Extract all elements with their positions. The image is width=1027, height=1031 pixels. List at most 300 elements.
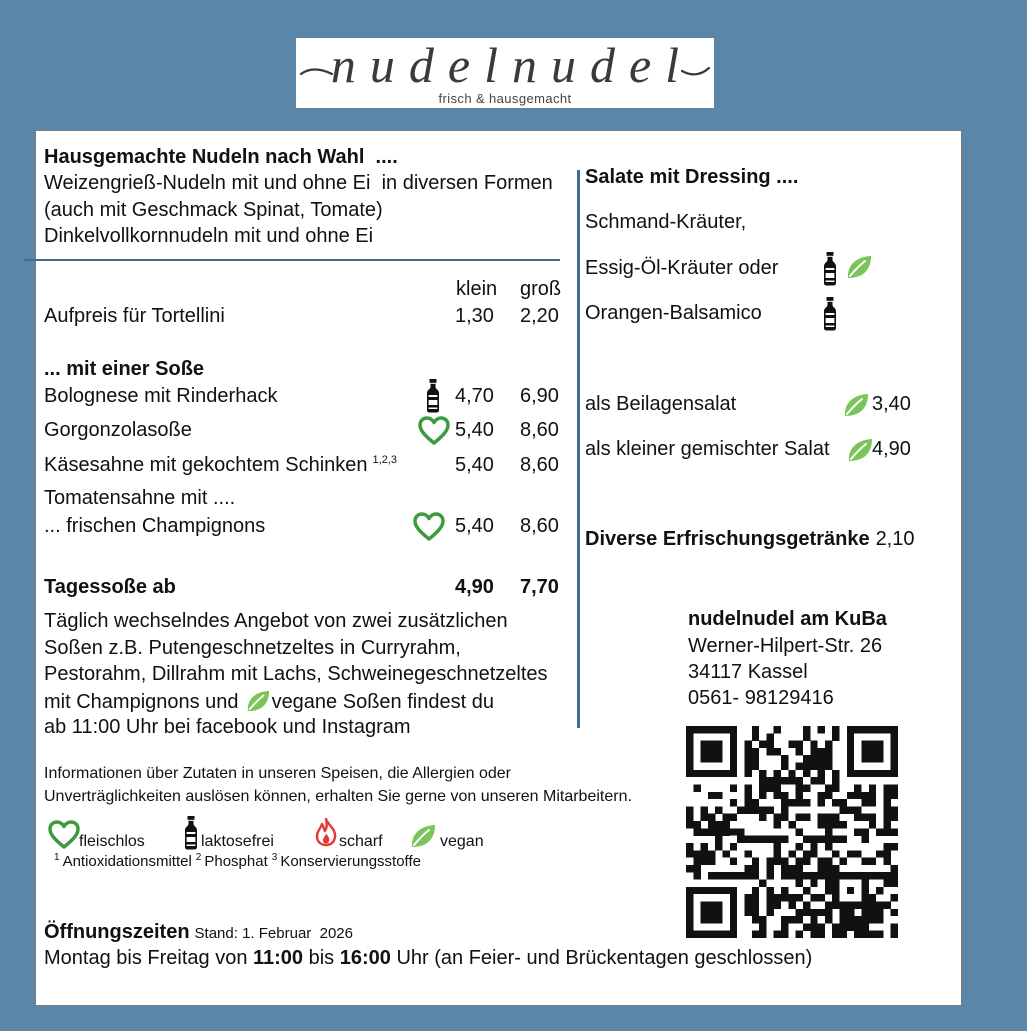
price-large: 2,20 bbox=[520, 305, 559, 327]
qr-module bbox=[715, 843, 722, 850]
qr-module bbox=[847, 923, 854, 930]
qr-module bbox=[744, 741, 751, 748]
qr-module bbox=[832, 777, 839, 784]
qr-module bbox=[766, 733, 773, 740]
qr-module bbox=[818, 777, 825, 784]
qr-module bbox=[832, 931, 839, 938]
qr-module bbox=[876, 872, 883, 879]
qr-module bbox=[861, 931, 868, 938]
qr-module bbox=[810, 741, 817, 748]
qr-module bbox=[744, 909, 751, 916]
salad-option-label: als Beilagensalat bbox=[585, 393, 737, 415]
heart-icon bbox=[413, 512, 445, 542]
qr-module bbox=[723, 828, 730, 835]
qr-module bbox=[796, 865, 803, 872]
qr-module bbox=[854, 916, 861, 923]
qr-module bbox=[796, 880, 803, 887]
qr-module bbox=[818, 799, 825, 806]
qr-module bbox=[788, 865, 795, 872]
qr-module bbox=[803, 784, 810, 791]
qr-module bbox=[876, 828, 883, 835]
footnote-label: Konservierungsstoffe bbox=[280, 853, 421, 870]
tortellini-label: Aufpreis für Tortellini bbox=[44, 305, 225, 327]
qr-module bbox=[766, 806, 773, 813]
qr-module bbox=[891, 894, 898, 901]
qr-module bbox=[832, 821, 839, 828]
legend-label: fleischlos bbox=[79, 833, 145, 850]
qr-module bbox=[730, 814, 737, 821]
hours-from: 11:00 bbox=[253, 947, 304, 969]
hours-suffix: Uhr (an Feier- und Brückentagen geschlossen) bbox=[390, 947, 813, 969]
qr-module bbox=[803, 887, 810, 894]
qr-module bbox=[825, 821, 832, 828]
hours-stand: Stand: 1. Februar 2026 bbox=[194, 925, 353, 942]
bottle-icon bbox=[822, 252, 838, 286]
qr-module bbox=[766, 784, 773, 791]
qr-module bbox=[730, 858, 737, 865]
qr-module bbox=[840, 909, 847, 916]
qr-module bbox=[861, 828, 868, 835]
qr-module bbox=[766, 872, 773, 879]
qr-module bbox=[759, 916, 766, 923]
qr-module bbox=[759, 880, 766, 887]
qr-module bbox=[759, 806, 766, 813]
qr-module bbox=[854, 923, 861, 930]
qr-module bbox=[774, 726, 781, 733]
qr-module bbox=[766, 748, 773, 755]
hours-heading bbox=[44, 920, 353, 946]
qr-module bbox=[803, 850, 810, 857]
qr-module bbox=[847, 792, 854, 799]
qr-code bbox=[686, 726, 898, 938]
qr-module bbox=[723, 821, 730, 828]
qr-module bbox=[810, 763, 817, 770]
qr-module bbox=[715, 806, 722, 813]
qr-module bbox=[861, 858, 868, 865]
price-small: 5,40 bbox=[455, 419, 494, 441]
qr-module bbox=[766, 777, 773, 784]
qr-module bbox=[752, 836, 759, 843]
qr-module bbox=[708, 850, 715, 857]
heart-icon bbox=[418, 416, 450, 446]
qr-module bbox=[737, 828, 744, 835]
price-large: 6,90 bbox=[520, 385, 559, 407]
qr-module bbox=[774, 792, 781, 799]
daily-sauce-vegan-line bbox=[44, 689, 494, 714]
qr-module bbox=[781, 806, 788, 813]
qr-module bbox=[796, 784, 803, 791]
qr-module bbox=[818, 909, 825, 916]
qr-module bbox=[847, 909, 854, 916]
qr-module bbox=[781, 931, 788, 938]
price-column-small: klein bbox=[456, 278, 498, 300]
qr-module bbox=[766, 901, 773, 908]
qr-module bbox=[883, 792, 890, 799]
price-large: 7,70 bbox=[520, 576, 559, 598]
qr-module bbox=[796, 792, 803, 799]
qr-module bbox=[781, 916, 788, 923]
qr-module bbox=[818, 763, 825, 770]
qr-module bbox=[701, 843, 708, 850]
qr-module bbox=[883, 784, 890, 791]
qr-module bbox=[774, 777, 781, 784]
salad-option-price: 3,40 bbox=[872, 393, 911, 415]
qr-module bbox=[774, 836, 781, 843]
qr-module bbox=[774, 843, 781, 850]
qr-module bbox=[847, 806, 854, 813]
qr-module bbox=[708, 792, 715, 799]
qr-module bbox=[818, 792, 825, 799]
qr-module bbox=[832, 814, 839, 821]
qr-module bbox=[796, 799, 803, 806]
qr-module bbox=[883, 806, 890, 813]
qr-module bbox=[701, 850, 708, 857]
qr-module bbox=[869, 909, 876, 916]
qr-module bbox=[825, 887, 832, 894]
qr-module bbox=[810, 755, 817, 762]
qr-module bbox=[861, 836, 868, 843]
daily-sauce-description: Täglich wechselndes Angebot von zwei zusätzlichen bbox=[44, 610, 508, 632]
qr-module bbox=[796, 909, 803, 916]
qr-module bbox=[825, 792, 832, 799]
qr-module bbox=[774, 894, 781, 901]
qr-module bbox=[781, 894, 788, 901]
qr-module bbox=[803, 836, 810, 843]
qr-module bbox=[861, 916, 868, 923]
qr-module bbox=[803, 726, 810, 733]
qr-module bbox=[861, 741, 883, 763]
qr-module bbox=[810, 777, 817, 784]
qr-module bbox=[876, 901, 883, 908]
qr-module bbox=[737, 806, 744, 813]
qr-module bbox=[796, 828, 803, 835]
qr-module bbox=[737, 836, 744, 843]
qr-module bbox=[847, 850, 854, 857]
qr-module bbox=[701, 806, 708, 813]
pasta-heading: Hausgemachte Nudeln nach Wahl .... bbox=[44, 146, 398, 168]
qr-module bbox=[825, 909, 832, 916]
qr-module bbox=[796, 748, 803, 755]
qr-module bbox=[796, 931, 803, 938]
qr-module bbox=[876, 909, 883, 916]
qr-module bbox=[752, 726, 759, 733]
qr-module bbox=[737, 872, 744, 879]
qr-module bbox=[766, 887, 773, 894]
qr-module bbox=[854, 784, 861, 791]
qr-module bbox=[861, 792, 868, 799]
qr-module bbox=[744, 872, 751, 879]
legend-label: vegan bbox=[440, 833, 484, 850]
price-large: 8,60 bbox=[520, 454, 559, 476]
qr-module bbox=[788, 799, 795, 806]
qr-module bbox=[818, 858, 825, 865]
qr-module bbox=[796, 741, 803, 748]
qr-module bbox=[781, 836, 788, 843]
qr-module bbox=[781, 799, 788, 806]
qr-module bbox=[796, 916, 803, 923]
qr-module bbox=[708, 858, 715, 865]
footnote-number: 1 bbox=[54, 852, 60, 863]
qr-module bbox=[723, 872, 730, 879]
qr-module bbox=[825, 865, 832, 872]
qr-module bbox=[883, 880, 890, 887]
qr-module bbox=[774, 784, 781, 791]
qr-module bbox=[840, 799, 847, 806]
qr-module bbox=[744, 755, 751, 762]
qr-module bbox=[744, 806, 751, 813]
qr-module bbox=[869, 821, 876, 828]
qr-module bbox=[752, 916, 759, 923]
qr-module bbox=[759, 923, 766, 930]
bottle-icon bbox=[183, 816, 199, 850]
qr-module bbox=[869, 916, 876, 923]
qr-module bbox=[883, 850, 890, 857]
qr-module bbox=[832, 923, 839, 930]
daily-sauce-description: ab 11:00 Uhr bei facebook und Instagram bbox=[44, 716, 411, 738]
qr-module bbox=[766, 865, 773, 872]
qr-module bbox=[744, 799, 751, 806]
sauce-label: ... frischen Champignons bbox=[44, 515, 266, 537]
qr-module bbox=[891, 814, 898, 821]
qr-module bbox=[869, 931, 876, 938]
qr-module bbox=[840, 806, 847, 813]
qr-module bbox=[744, 763, 751, 770]
qr-module bbox=[832, 799, 839, 806]
logo-tagline: frisch & hausgemacht bbox=[438, 91, 572, 106]
address-street: Werner-Hilpert-Str. 26 bbox=[688, 635, 883, 657]
qr-module bbox=[803, 799, 810, 806]
qr-module bbox=[744, 836, 751, 843]
logo-brand: nudelnudel bbox=[330, 37, 694, 93]
salad-option-label: als kleiner gemischter Salat bbox=[585, 438, 830, 460]
qr-module bbox=[818, 821, 825, 828]
qr-module bbox=[752, 931, 759, 938]
vegan-line-after: vegane Soßen findest du bbox=[271, 691, 494, 713]
qr-module bbox=[781, 887, 788, 894]
qr-module bbox=[752, 858, 759, 865]
qr-module bbox=[861, 923, 868, 930]
drinks-label: Diverse Erfrischungsgetränke bbox=[585, 528, 870, 550]
address-phone: 0561- 98129416 bbox=[688, 687, 834, 709]
qr-module bbox=[825, 880, 832, 887]
qr-module bbox=[796, 777, 803, 784]
qr-module bbox=[701, 901, 723, 923]
footnotes bbox=[54, 852, 425, 874]
price-small: 4,70 bbox=[455, 385, 494, 407]
qr-module bbox=[723, 814, 730, 821]
qr-module bbox=[854, 814, 861, 821]
qr-module bbox=[788, 872, 795, 879]
qr-module bbox=[891, 872, 898, 879]
qr-module bbox=[752, 799, 759, 806]
qr-module bbox=[752, 894, 759, 901]
qr-module bbox=[788, 916, 795, 923]
leaf-icon bbox=[409, 823, 437, 849]
price-small: 5,40 bbox=[455, 515, 494, 537]
sauce-label: Käsesahne mit gekochtem Schinken bbox=[44, 454, 368, 476]
qr-module bbox=[701, 741, 723, 763]
qr-module bbox=[825, 828, 832, 835]
qr-module bbox=[883, 901, 890, 908]
qr-module bbox=[818, 865, 825, 872]
qr-module bbox=[686, 843, 693, 850]
qr-module bbox=[774, 748, 781, 755]
qr-module bbox=[759, 836, 766, 843]
qr-module bbox=[752, 748, 759, 755]
qr-module bbox=[854, 931, 861, 938]
qr-module bbox=[686, 850, 693, 857]
qr-module bbox=[832, 770, 839, 777]
qr-module bbox=[869, 784, 876, 791]
qr-module bbox=[883, 821, 890, 828]
dressing-label: Orangen-Balsamico bbox=[585, 302, 762, 324]
allergy-info-line: Informationen über Zutaten in unseren Speisen, die Allergien oder bbox=[44, 765, 511, 782]
qr-module bbox=[788, 770, 795, 777]
qr-module bbox=[730, 784, 737, 791]
qr-module bbox=[891, 843, 898, 850]
qr-module bbox=[693, 850, 700, 857]
qr-module bbox=[854, 850, 861, 857]
flame-icon bbox=[314, 817, 338, 847]
qr-module bbox=[883, 799, 890, 806]
drinks-price: 2,10 bbox=[875, 528, 915, 550]
hours-middle: bis bbox=[303, 947, 340, 969]
qr-module bbox=[752, 909, 759, 916]
qr-module bbox=[686, 865, 693, 872]
qr-module bbox=[869, 858, 876, 865]
qr-module bbox=[825, 901, 832, 908]
salads-heading: Salate mit Dressing .... bbox=[585, 166, 799, 188]
qr-module bbox=[693, 784, 700, 791]
qr-module bbox=[832, 733, 839, 740]
qr-module bbox=[796, 858, 803, 865]
qr-module bbox=[840, 931, 847, 938]
qr-module bbox=[781, 777, 788, 784]
qr-module bbox=[693, 865, 700, 872]
qr-module bbox=[774, 770, 781, 777]
qr-module bbox=[730, 799, 737, 806]
qr-module bbox=[744, 784, 751, 791]
qr-module bbox=[810, 872, 817, 879]
qr-module bbox=[818, 770, 825, 777]
qr-module bbox=[759, 814, 766, 821]
price-large: 8,60 bbox=[520, 515, 559, 537]
qr-module bbox=[825, 843, 832, 850]
qr-module bbox=[818, 872, 825, 879]
qr-module bbox=[715, 828, 722, 835]
qr-module bbox=[686, 814, 693, 821]
qr-module bbox=[825, 836, 832, 843]
qr-module bbox=[861, 814, 868, 821]
hours-prefix: Montag bis Freitag von bbox=[44, 947, 253, 969]
qr-module bbox=[730, 828, 737, 835]
qr-module bbox=[891, 931, 898, 938]
qr-module bbox=[840, 923, 847, 930]
qr-module bbox=[825, 741, 832, 748]
qr-module bbox=[715, 836, 722, 843]
qr-module bbox=[759, 792, 766, 799]
qr-module bbox=[891, 784, 898, 791]
qr-module bbox=[810, 850, 817, 857]
qr-module bbox=[854, 806, 861, 813]
heart-icon bbox=[48, 820, 80, 850]
qr-module bbox=[803, 858, 810, 865]
qr-module bbox=[840, 916, 847, 923]
qr-module bbox=[766, 836, 773, 843]
drinks-item bbox=[585, 527, 915, 551]
price-small: 5,40 bbox=[455, 454, 494, 476]
qr-module bbox=[869, 894, 876, 901]
qr-module bbox=[854, 828, 861, 835]
qr-module bbox=[774, 858, 781, 865]
qr-module bbox=[810, 909, 817, 916]
sauce-label-line1: Tomatensahne mit .... bbox=[44, 487, 236, 509]
qr-module bbox=[891, 806, 898, 813]
bottle-icon bbox=[425, 379, 441, 413]
salad-option-price: 4,90 bbox=[872, 438, 911, 460]
qr-module bbox=[891, 828, 898, 835]
qr-module bbox=[818, 836, 825, 843]
sauce-label: Gorgonzolasoße bbox=[44, 419, 192, 441]
qr-module bbox=[818, 894, 825, 901]
qr-module bbox=[832, 836, 839, 843]
qr-module bbox=[810, 843, 817, 850]
leaf-icon bbox=[846, 437, 874, 463]
qr-module bbox=[818, 923, 825, 930]
qr-module bbox=[810, 880, 817, 887]
qr-module bbox=[752, 901, 759, 908]
pasta-line: (auch mit Geschmack Spinat, Tomate) bbox=[44, 199, 383, 221]
qr-module bbox=[803, 763, 810, 770]
section-divider-vertical bbox=[577, 170, 580, 728]
qr-module bbox=[693, 821, 700, 828]
qr-module bbox=[869, 799, 876, 806]
qr-module bbox=[840, 858, 847, 865]
qr-module bbox=[752, 733, 759, 740]
footnote-label: Antioxidationsmittel bbox=[62, 853, 192, 870]
qr-module bbox=[788, 777, 795, 784]
qr-module bbox=[796, 763, 803, 770]
footnote-marker: 1,2,3 bbox=[372, 454, 397, 466]
leaf-icon bbox=[842, 392, 870, 418]
qr-module bbox=[803, 814, 810, 821]
qr-module bbox=[891, 792, 898, 799]
qr-module bbox=[744, 792, 751, 799]
qr-module bbox=[693, 872, 700, 879]
qr-module bbox=[803, 909, 810, 916]
price-small: 4,90 bbox=[455, 576, 494, 598]
qr-module bbox=[781, 923, 788, 930]
qr-module bbox=[803, 755, 810, 762]
bottle-icon bbox=[822, 297, 838, 331]
qr-module bbox=[861, 799, 868, 806]
qr-module bbox=[686, 821, 693, 828]
qr-module bbox=[759, 770, 766, 777]
qr-module bbox=[752, 887, 759, 894]
qr-module bbox=[825, 755, 832, 762]
qr-module bbox=[781, 865, 788, 872]
qr-module bbox=[876, 850, 883, 857]
address-city: 34117 Kassel bbox=[688, 661, 808, 683]
qr-module bbox=[810, 894, 817, 901]
footnote-number: 3 bbox=[271, 852, 278, 863]
qr-module bbox=[701, 828, 708, 835]
qr-module bbox=[810, 923, 817, 930]
qr-module bbox=[715, 792, 722, 799]
footnote-number: 2 bbox=[195, 852, 202, 863]
qr-module bbox=[723, 850, 730, 857]
daily-sauce-label: Tagessoße ab bbox=[44, 576, 176, 598]
